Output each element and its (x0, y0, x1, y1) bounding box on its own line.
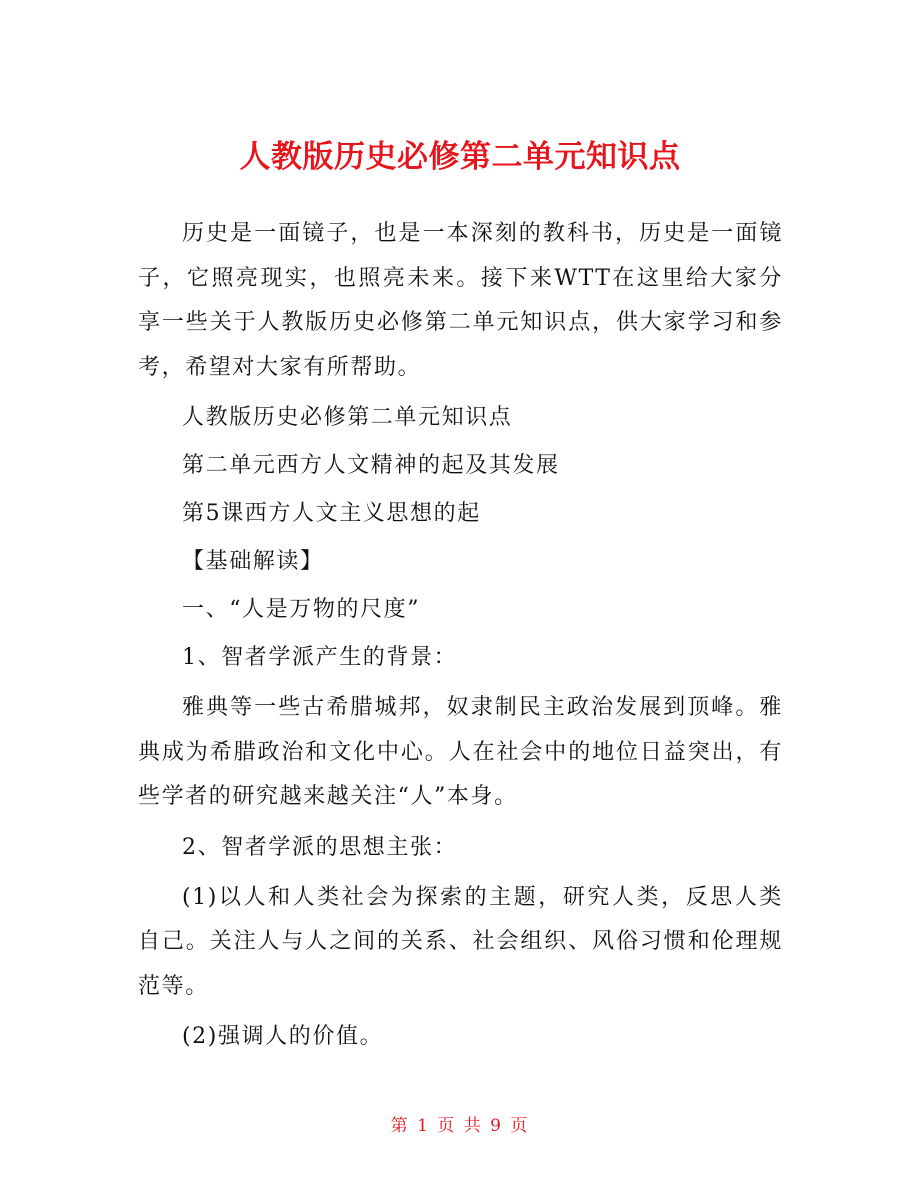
unit-heading: 第二单元西方人文精神的起及其发展 (182, 453, 560, 478)
point-heading-2: 2、智者学派的思想主张： (182, 834, 458, 860)
background-paragraph: 雅典等一些古希腊城邦，奴隶制民主政治发展到顶峰。雅典成为希腊政治和文化中心。人在社会中的地位日益突出，有些学者的研究越来越关注“人”本身。 (138, 695, 783, 809)
lesson-heading: 第5课西方人文主义思想的起 (182, 501, 481, 526)
section-heading: 人教版历史必修第二单元知识点 (182, 405, 513, 430)
point-heading-1: 1、智者学派产生的背景： (182, 645, 458, 670)
page-footer: 第 1 页 共 9 页 (390, 1116, 530, 1136)
idea-paragraph-1: (1)以人和人类社会为探索的主题，研究人类，反思人类自己。关注人与人之间的关系、社会组织、风俗习惯和伦理规范等。 (138, 884, 783, 999)
basic-reading-heading: 【基础解读】 (182, 549, 324, 574)
document-title: 人教版历史必修第二单元知识点 (239, 138, 681, 175)
subsection-heading: 一、“人是万物的尺度” (182, 597, 421, 622)
idea-paragraph-2: (2)强调人的价值。 (182, 1024, 384, 1049)
intro-paragraph: 历史是一面镜子，也是一本深刻的教科书，历史是一面镜子，它照亮现实，也照亮未来。接下来WTT在这里给大家分享一些关于人教版历史必修第二单元知识点，供大家学习和参考，希望对大家有所帮助。 (138, 221, 783, 380)
document-body (138, 212, 783, 1065)
